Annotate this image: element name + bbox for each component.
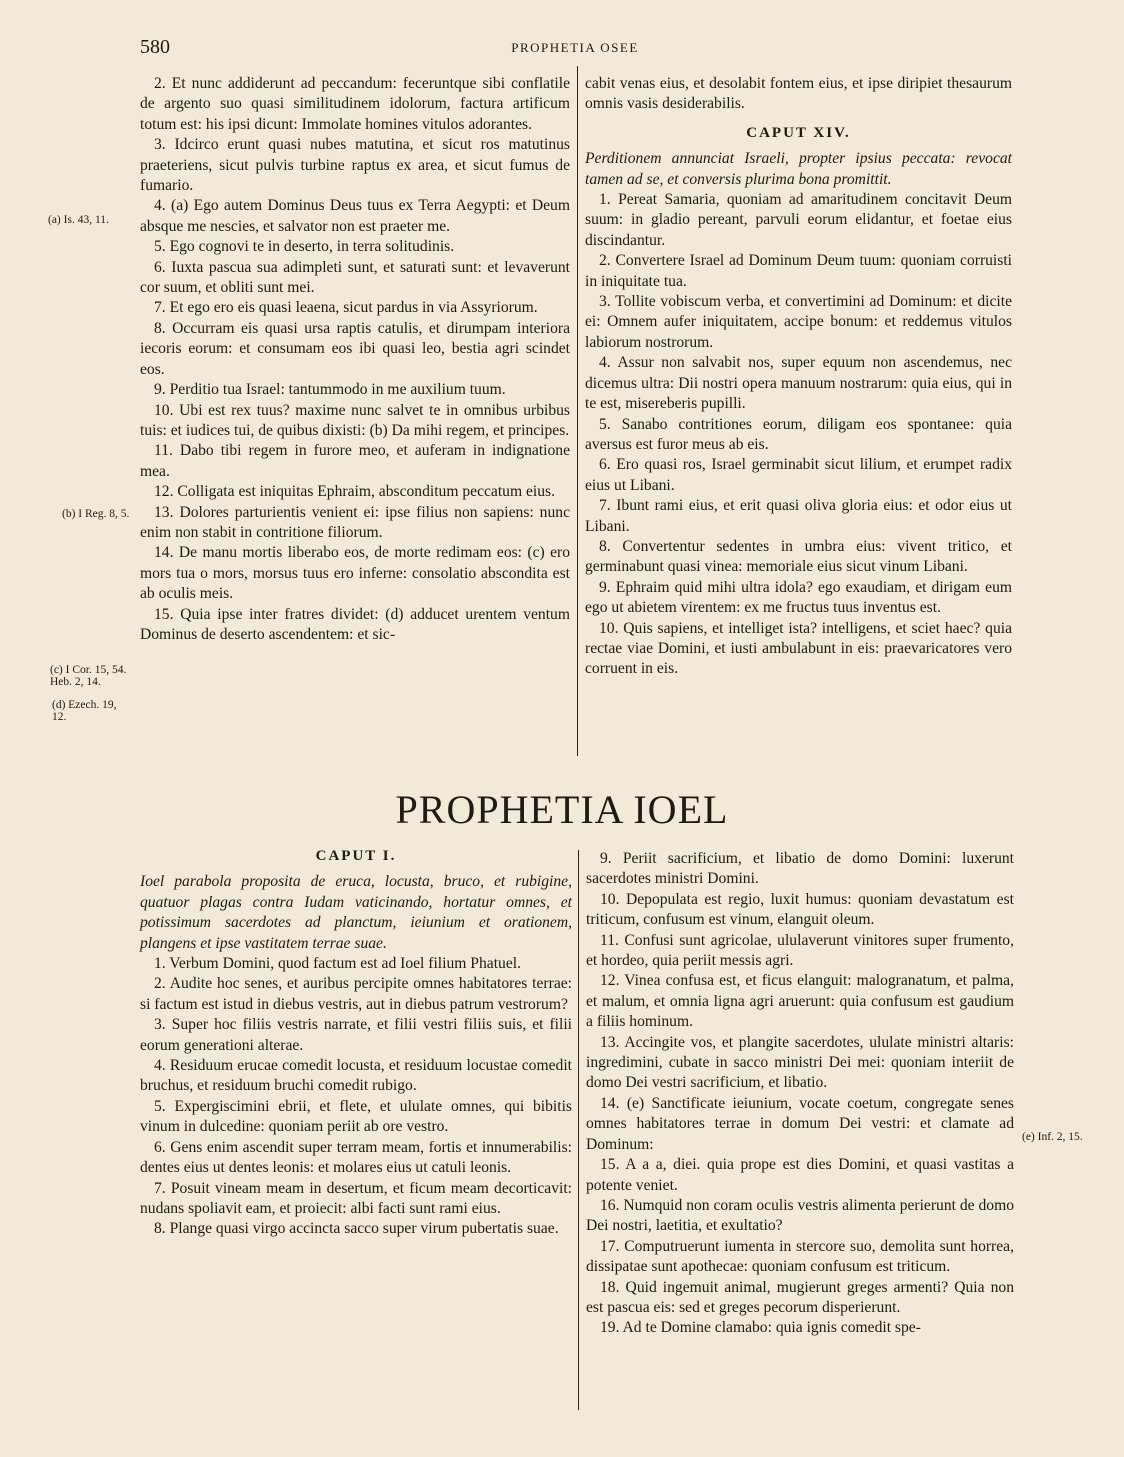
verse: 10. Depopulata est regio, luxit humus: quoniam devastatum est triticum, confusum est vinum, elanguit oleum. <box>586 890 1014 929</box>
verse: 13. Dolores parturientis venient ei: ipse filius non sapiens: nunc enim non stabit in contritione filiorum. <box>140 503 570 541</box>
verse: 12. Vinea confusa est, et ficus elanguit: malogranatum, et palma, et malum, et omnia ligna agri aruerunt: quia confusum est gaudium a filiis hominum. <box>586 972 1014 1031</box>
verse: 14. De manu mortis liberabo eos, de morte redimam eos: (c) ero mors tua o mors, morsus tuus ero inferne: consolatio abscondita est ab oculis meis. <box>140 544 570 603</box>
chapter-heading: CAPUT XIV. <box>746 124 851 141</box>
verse: 5. Ego cognovi te in deserto, in terra solitudinis. <box>154 238 455 256</box>
verse: 6. Iuxta pascua sua adimpleti sunt, et saturati sunt: et levaverunt cor suum, et obliti sunt mei. <box>140 258 570 297</box>
chapter-summary: Ioel parabola proposita de eruca, locusta, bruco, et rubigine, quatuor plagas contra Iudam vaticinando, hortatur omnes, et potissimum sacerdotes ad planctum, ieiunium et orationem, plangens et ipse vastitatem terrae suae. <box>140 873 572 952</box>
verse: 13. Accingite vos, et plangite sacerdotes, ululate ministri altaris: ingredimini, cubate in sacco ministri Dei mei: quoniam interiit de domo Dei vestri sacrificium, et libatio. <box>586 1033 1014 1092</box>
verse: 14. (e) Sanctificate ieiunium, vocate coetum, congregate senes omnes habitatores terrae in domum Dei vestri: et clamate ad Dominum: <box>586 1094 1014 1153</box>
verse: 12. Colligata est iniquitas Ephraim, absconditum peccatum eius. <box>154 483 556 501</box>
margin-note-e: (e) Inf. 2, 15. <box>1022 1131 1083 1143</box>
verse: 11. Dabo tibi regem in furore meo, et auferam in indignatione mea. <box>140 442 570 480</box>
book-title: PROPHETIA IOEL <box>395 787 729 832</box>
verse: 11. Confusi sunt agricolae, ululaverunt vinitores super frumento, et hordeo, quia periit messis agri. <box>586 931 1014 970</box>
verse: 2. Audite hoc senes, et auribus percipite omnes habitatores terrae: si factum est istud in diebus vestris, aut in diebus patrum vestrorum? <box>140 975 572 1013</box>
margin-note-d: (d) Ezech. 19, 12. <box>52 699 117 723</box>
verse: 10. Quis sapiens, et intelliget ista? intelligens, et sciet haec? quia rectae viae Domini, et iusti ambulabunt in eis: praevaricatores vero corruent in eis. <box>585 619 1012 678</box>
margin-note-b: (b) I Reg. 8, 5. <box>62 508 130 520</box>
verse: 3. Idcirco erunt quasi nubes matutina, et sicut ros matutinus praeteriens, sicut pulvis turbine raptus ex area, et sicut fumus de fumario. <box>140 136 570 195</box>
verse: 4. Residuum erucae comedit locusta, et residuum locustae comedit bruchus, et residuum bruchi comedit rubigo. <box>140 1057 572 1095</box>
verse: 16. Numquid non coram oculis vestris alimenta perierunt de domo Dei nostri, laetitia, et exultatio? <box>586 1196 1015 1235</box>
page-number: 580 <box>140 36 170 58</box>
verse: 7. Ibunt rami eius, et erit quasi oliva gloria eius: et odor eius ut Libani. <box>585 497 1012 535</box>
verse: 1. Pereat Samaria, quoniam ad amaritudinem concitavit Deum suum: in gladio pereant, parvuli eorum elidantur, et foetae eius discindantur. <box>585 191 1012 249</box>
running-title: PROPHETIA OSEE <box>511 40 639 55</box>
verse: 1. Verbum Domini, quod factum est ad Ioel filium Phatuel. <box>154 955 521 973</box>
verse: 19. Ad te Domine clamabo: quia ignis comedit spe- <box>600 1319 921 1337</box>
column-divider-bottom <box>578 850 579 1410</box>
verse: 4. (a) Ego autem Dominus Deus tuus ex Terra Aegypti: et Deum absque me nescies, et salvator non est praeter me. <box>140 197 570 235</box>
verse-continuation: cabit venas eius, et desolabit fontem eius, et ipse diripiet thesaurum omnis vasis desiderabilis. <box>585 75 1012 113</box>
verse: 7. Et ego ero eis quasi leaena, sicut pardus in via Assyriorum. <box>154 299 538 317</box>
top-right-column <box>585 74 1012 680</box>
verse: 2. Convertere Israel ad Dominum Deum tuum: quoniam corruisti in iniquitate tua. <box>585 252 1012 290</box>
verse: 8. Convertentur sedentes in umbra eius: vivent tritico, et germinabunt quasi vinea: memoriale eius sicut vinum Libani. <box>585 537 1012 576</box>
verse: 9. Perditio tua Israel: tantummodo in me auxilium tuum. <box>154 381 506 399</box>
verse: 2. Et nunc addiderunt ad peccandum: feceruntque sibi conflatile de argento suo quasi similitudinem idolorum, factura artificum totum est: his ipsi dicunt: Immolate homines vitulos adorantes. <box>140 75 570 133</box>
verse: 8. Plange quasi virgo accincta sacco super virum pubertatis suae. <box>154 1220 559 1238</box>
column-divider-top <box>577 66 578 756</box>
margin-note-a: (a) Is. 43, 11. <box>48 214 109 226</box>
verse: 9. Ephraim quid mihi ultra idola? ego exaudiam, et dirigam eum ego ut abietem virentem: ex me fructus tuus inventus est. <box>585 578 1012 617</box>
top-left-column <box>140 74 570 645</box>
verse: 5. Sanabo contritiones eorum, diligam eos spontanee: quia aversus est furor meus ab eis. <box>585 415 1012 453</box>
verse: 6. Ero quasi ros, Israel germinabit sicut lilium, et erumpet radix eius ut Libani. <box>585 456 1012 494</box>
chapter-heading: CAPUT I. <box>315 848 397 864</box>
running-head <box>140 36 1010 60</box>
verse: 5. Expergiscimini ebrii, et flete, et ululate omnes, qui bibitis vinum in dulcedine: quoniam periit ab ore vestro. <box>140 1097 572 1136</box>
verse: 10. Ubi est rex tuus? maxime nunc salvet te in omnibus urbibus tuis: et iudices tui, de quibus dixisti: (b) Da mihi regem, et principes. <box>140 401 570 439</box>
bottom-left-column <box>140 846 572 1240</box>
verse: 3. Super hoc filiis vestris narrate, et filii vestri filiis suis, et filii eorum generationi alterae. <box>140 1016 572 1054</box>
verse: 4. Assur non salvabit nos, super equum non ascendemus, nec dicemus ultra: Dii nostri opera manuum nostrarum: quia eius, qui in te est, misereberis pupilli. <box>585 354 1012 413</box>
verse: 9. Periit sacrificium, et libatio de domo Domini: luxerunt sacerdotes ministri Domini. <box>586 850 1014 888</box>
verse: 7. Posuit vineam meam in desertum, et ficum meam decorticavit: nudans spoliavit eam, et proiecit: albi facti sunt rami eius. <box>140 1179 572 1217</box>
verse: 6. Gens enim ascendit super terram meam, fortis et innumerabilis: dentes eius ut dentes leonis: et molares eius ut catuli leonis. <box>140 1138 572 1177</box>
bottom-right-column <box>586 849 1014 1339</box>
chapter-summary: Perditionem annunciat Israeli, propter ipsius peccata: revocat tamen ad se, et conversis plurima bona promittit. <box>585 150 1012 188</box>
margin-note-c: (c) I Cor. 15, 54. Heb. 2, 14. <box>50 664 127 688</box>
verse: 17. Computruerunt iumenta in stercore suo, demolita sunt horrea, dissipatae sunt apothecae: quoniam confusum est triticum. <box>586 1237 1014 1276</box>
verse: 18. Quid ingemuit animal, mugierunt greges armenti? Quia non est pascua eis: sed et greges pecorum disperierunt. <box>586 1278 1014 1316</box>
verse: 15. Quia ipse inter fratres dividet: (d) adducet urentem ventum Dominus de deserto ascendentem: et sic- <box>140 605 570 643</box>
verse: 8. Occurram eis quasi ursa raptis catulis, et dirumpam interiora iecoris eorum: et consumam eos ibi quasi leo, bestia agri scindet eos. <box>140 319 570 378</box>
verse: 3. Tollite vobiscum verba, et convertimini ad Dominum: et dicite ei: Omnem aufer iniquitatem, accipe bonum: et reddemus vitulos labiorum nostrorum. <box>585 293 1012 351</box>
verse: 15. A a a, diei. quia prope est dies Domini, et quasi vastitas a potente veniet. <box>586 1156 1014 1194</box>
